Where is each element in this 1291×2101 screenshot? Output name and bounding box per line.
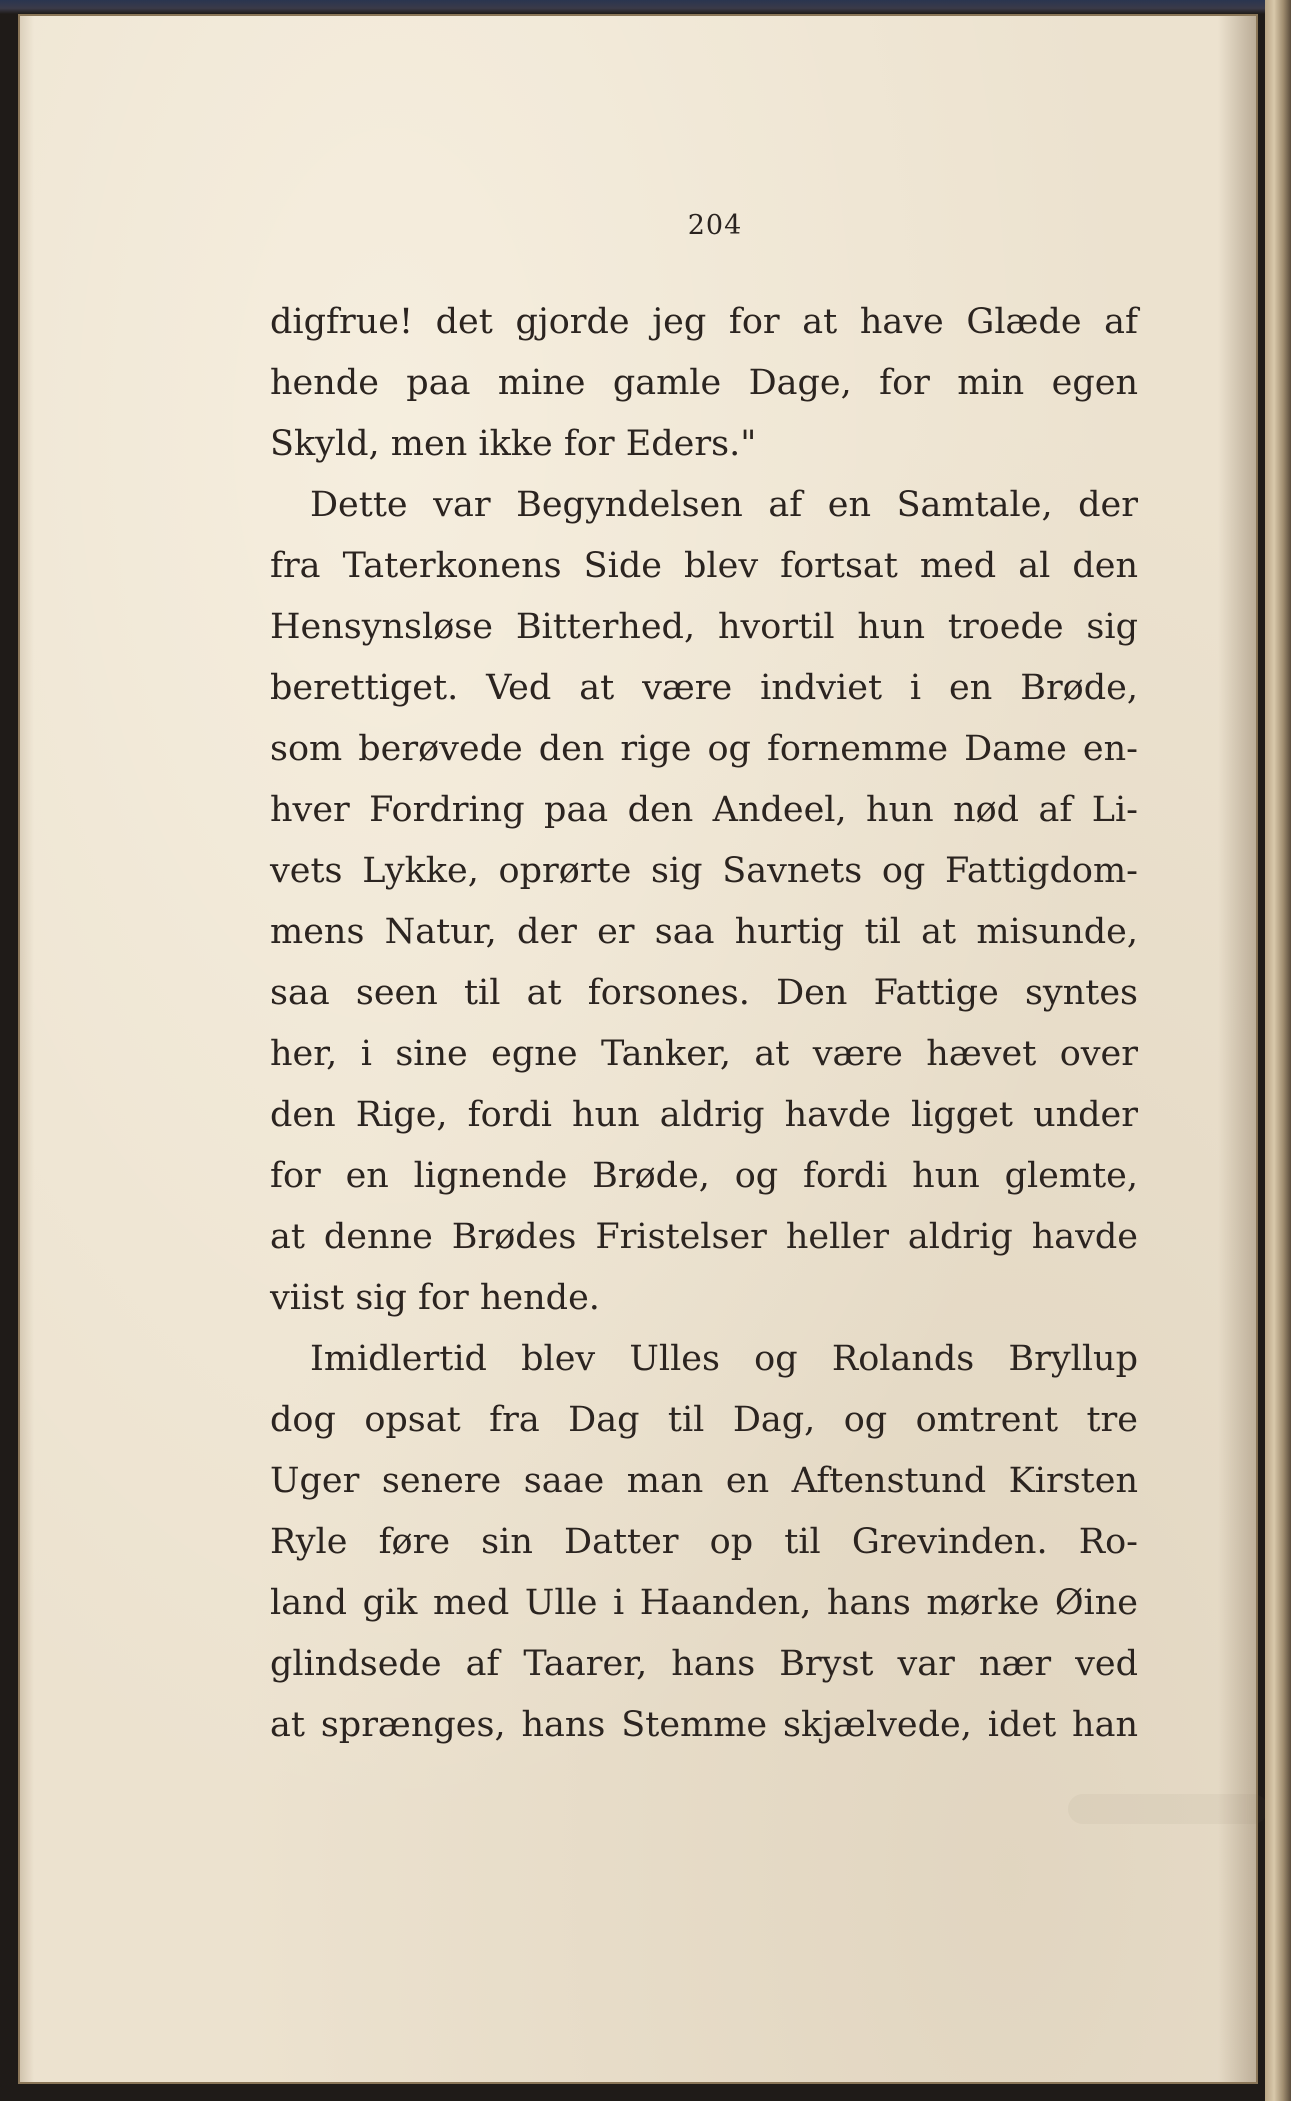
book-binding-edge [1265, 0, 1291, 2101]
text-line: fra Taterkonens Side blev fortsat med al den [270, 546, 1138, 586]
text-line: hver Fordring paa den Andeel, hun nød af Li- [270, 790, 1138, 830]
text-line: Uger senere saae man en Aftenstund Kirsten [270, 1461, 1138, 1501]
page-number: 204 [687, 210, 743, 241]
text-line: land gik med Ulle i Haanden, hans mørke Øine [270, 1583, 1138, 1623]
text-line: Hensynsløse Bitterhed, hvortil hun troede sig [270, 607, 1138, 647]
text-line: berettiget. Ved at være indviet i en Brøde, [270, 668, 1138, 708]
text-line: viist sig for hende. [270, 1278, 600, 1318]
text-line: Imidlertid blev Ulles og Rolands Bryllup [310, 1339, 1138, 1379]
top-edge-shadow [0, 0, 1291, 14]
text-line: hende paa mine gamle Dage, for min egen [270, 363, 1138, 403]
text-line: vets Lykke, oprørte sig Savnets og Fattigdom- [270, 851, 1138, 891]
text-line: som berøvede den rige og fornemme Dame en- [270, 729, 1138, 769]
text-line: her, i sine egne Tanker, at være hævet over [270, 1034, 1138, 1074]
body-text [270, 292, 1138, 1756]
text-line: mens Natur, der er saa hurtig til at misunde, [270, 912, 1138, 952]
text-line: at denne Brødes Fristelser heller aldrig havde [270, 1217, 1138, 1257]
text-line: den Rige, fordi hun aldrig havde ligget under [270, 1095, 1138, 1135]
text-line: saa seen til at forsones. Den Fattige syntes [270, 973, 1138, 1013]
paper-smudge [1068, 1794, 1268, 1824]
text-line: digfrue! det gjorde jeg for at have Glæde af [270, 302, 1138, 342]
text-line: Skyld, men ikke for Eders." [270, 424, 757, 464]
text-line: for en lignende Brøde, og fordi hun glemte, [270, 1156, 1138, 1196]
text-line: dog opsat fra Dag til Dag, og omtrent tre [270, 1400, 1138, 1440]
text-line: Ryle føre sin Datter op til Grevinden. Ro- [270, 1522, 1138, 1562]
text-line: Dette var Begyndelsen af en Samtale, der [310, 485, 1138, 525]
text-line: glindsede af Taarer, hans Bryst var nær ved [270, 1644, 1138, 1684]
text-line: at sprænges, hans Stemme skjælvede, idet han [270, 1705, 1138, 1745]
